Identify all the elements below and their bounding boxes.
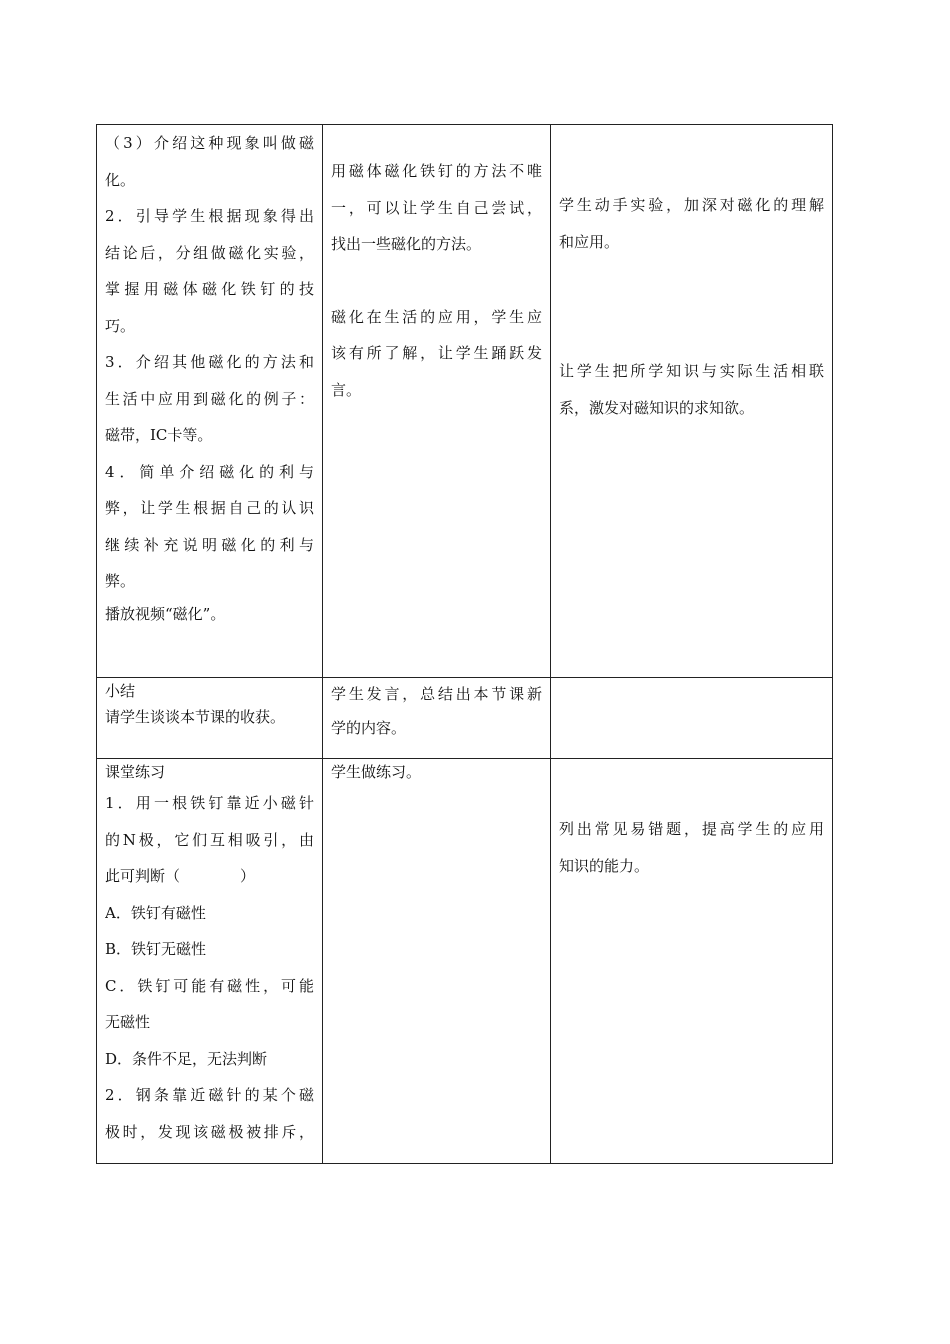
text-line: 此可判断（ ） bbox=[105, 867, 256, 885]
student-activity-cell bbox=[323, 125, 551, 678]
text-line: 系，激发对磁知识的求知欲。 bbox=[559, 398, 755, 417]
teacher-activity-cell bbox=[97, 678, 323, 759]
text-line: 用磁体磁化铁钉的方法不唯 bbox=[331, 162, 542, 180]
text-line: 学生做练习。 bbox=[331, 763, 422, 781]
text-line: 生活中应用到磁化的例子： bbox=[105, 389, 314, 408]
text-line: 该有所了解，让学生踊跃发 bbox=[331, 344, 542, 362]
table-row-exercise bbox=[97, 759, 833, 1164]
text-line: 1．用一根铁钉靠近小磁针 bbox=[105, 794, 314, 812]
text-line: 磁带，IC卡等。 bbox=[105, 426, 213, 444]
design-intent-cell bbox=[551, 759, 833, 1164]
text-line: 弊，让学生根据自己的认识 bbox=[105, 499, 314, 517]
text-line: 让学生把所学知识与实际生活相联 bbox=[559, 362, 824, 380]
text-line: C．铁钉可能有磁性，可能 bbox=[105, 976, 314, 995]
text-line: 知识的能力。 bbox=[559, 856, 650, 875]
text-line: 2．钢条靠近磁针的某个磁 bbox=[105, 1086, 314, 1104]
teacher-activity-cell bbox=[97, 759, 323, 1164]
text-line: A．铁钉有磁性 bbox=[105, 903, 206, 922]
design-intent-cell bbox=[551, 125, 833, 678]
text-line: B．铁钉无磁性 bbox=[105, 940, 207, 958]
student-activity-cell bbox=[323, 678, 551, 759]
text-line: 磁化在生活的应用，学生应 bbox=[331, 307, 542, 326]
text-line: 化。 bbox=[105, 170, 136, 189]
text-line: （3）介绍这种现象叫做磁 bbox=[105, 134, 314, 152]
text-line: 3．介绍其他磁化的方法和 bbox=[105, 353, 314, 371]
teacher-activity-cell bbox=[97, 125, 323, 678]
text-line: 学生发言，总结出本节课新 bbox=[331, 685, 542, 703]
text-line: 请学生谈谈本节课的收获。 bbox=[105, 708, 286, 726]
design-intent-cell bbox=[551, 678, 833, 759]
table-row-summary bbox=[97, 678, 833, 759]
student-activity-cell bbox=[323, 759, 551, 1164]
text-line: 结论后，分组做磁化实验， bbox=[105, 243, 314, 262]
table-row-magnetization bbox=[97, 125, 833, 678]
text-line: 的N极，它们互相吸引，由 bbox=[105, 830, 314, 849]
lesson-plan-table bbox=[96, 124, 833, 1164]
text-line: 播放视频“磁化”。 bbox=[105, 604, 226, 623]
text-line: 4．简单介绍磁化的利与 bbox=[105, 462, 314, 481]
text-line: 2．引导学生根据现象得出 bbox=[105, 207, 314, 225]
text-line: 学生动手实验，加深对磁化的理解 bbox=[559, 196, 824, 214]
text-line: 巧。 bbox=[105, 316, 136, 335]
text-line: 课堂练习 bbox=[105, 763, 166, 781]
text-line: 和应用。 bbox=[559, 232, 620, 251]
text-line: 学的内容。 bbox=[331, 719, 407, 737]
text-line: D．条件不足，无法判断 bbox=[105, 1049, 268, 1068]
text-line: 极时，发现该磁极被排斥， bbox=[105, 1122, 314, 1141]
text-line: 弊。 bbox=[105, 572, 136, 590]
text-line: 言。 bbox=[331, 380, 362, 399]
text-line: 一，可以让学生自己尝试， bbox=[331, 198, 542, 217]
text-line: 列出常见易错题，提高学生的应用 bbox=[559, 820, 824, 838]
text-line: 小结 bbox=[105, 682, 136, 700]
text-line: 找出一些磁化的方法。 bbox=[331, 235, 482, 253]
text-line: 继续补充说明磁化的利与 bbox=[105, 535, 314, 554]
text-line: 掌握用磁体磁化铁钉的技 bbox=[105, 280, 314, 298]
text-line: 无磁性 bbox=[105, 1013, 151, 1031]
